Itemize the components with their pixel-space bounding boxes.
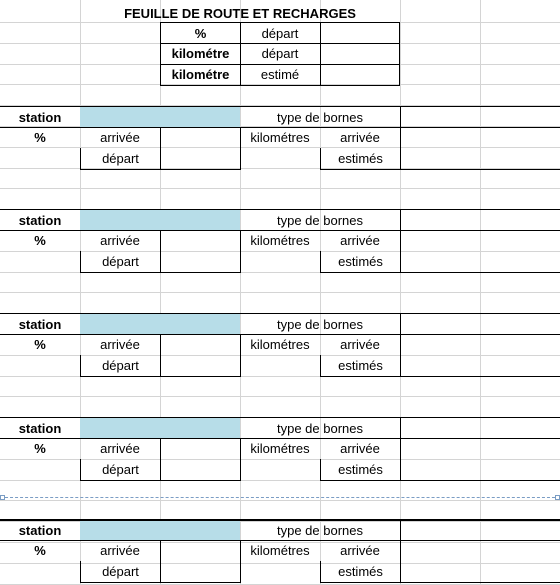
- estimes-km-input[interactable]: [400, 459, 560, 481]
- depart-percent-input[interactable]: [160, 459, 241, 481]
- kilometres-label: kilométres: [250, 130, 310, 145]
- estimes-km-input[interactable]: [400, 561, 560, 583]
- page-break-handle-left[interactable]: [0, 495, 5, 500]
- arrivee-km-input[interactable]: [400, 334, 560, 355]
- depart-label: départ: [80, 148, 160, 170]
- arrivee-percent-input[interactable]: [160, 127, 241, 148]
- estimes-label: estimés: [320, 355, 400, 377]
- type-bornes-input[interactable]: [400, 313, 560, 335]
- kilometres-label: kilométres: [250, 233, 310, 248]
- page-break-handle-right[interactable]: [555, 495, 560, 500]
- header-km-estime-label: kilométre: [160, 64, 241, 86]
- station-label: station: [0, 417, 80, 439]
- station-label: station: [0, 106, 80, 128]
- type-bornes-input[interactable]: [400, 106, 560, 128]
- header-percent-input[interactable]: [320, 22, 400, 44]
- arrivee-percent-input[interactable]: [160, 334, 241, 355]
- header-km-estime-value: estimé: [240, 64, 321, 86]
- header-km-depart-value: départ: [240, 43, 321, 65]
- depart-percent-input[interactable]: [160, 251, 241, 273]
- depart-label: départ: [80, 459, 160, 481]
- station-label: station: [0, 313, 80, 335]
- arrivee-label: arrivée: [100, 233, 140, 248]
- station-block-2: [0, 209, 560, 273]
- header-km-depart-input[interactable]: [320, 43, 400, 65]
- station-block-3: [0, 313, 560, 377]
- estimes-label: estimés: [320, 251, 400, 273]
- estimes-km-input[interactable]: [400, 251, 560, 273]
- station-name-input[interactable]: [80, 313, 240, 335]
- page-break-line: [0, 497, 560, 498]
- station-name-input[interactable]: [80, 106, 240, 128]
- station-label: station: [0, 519, 80, 541]
- arrivee-km-label: arrivée: [340, 543, 380, 558]
- arrivee-km-input[interactable]: [400, 540, 560, 561]
- percent-label: %: [34, 337, 46, 352]
- arrivee-km-label: arrivée: [340, 130, 380, 145]
- arrivee-km-label: arrivée: [340, 233, 380, 248]
- arrivee-label: arrivée: [100, 130, 140, 145]
- station-name-input[interactable]: [80, 417, 240, 439]
- type-bornes-input[interactable]: [400, 209, 560, 231]
- estimes-label: estimés: [320, 148, 400, 170]
- type-bornes-label: type de bornes: [240, 417, 400, 439]
- header-km-depart-label: kilométre: [160, 43, 241, 65]
- station-name-input[interactable]: [80, 209, 240, 231]
- header-percent-label: %: [160, 22, 241, 44]
- percent-label: %: [34, 543, 46, 558]
- type-bornes-label: type de bornes: [240, 209, 400, 231]
- depart-percent-input[interactable]: [160, 561, 241, 583]
- estimes-km-input[interactable]: [400, 355, 560, 377]
- station-block-1: [0, 106, 560, 170]
- station-block-4: [0, 417, 560, 481]
- arrivee-percent-input[interactable]: [160, 438, 241, 459]
- arrivee-km-label: arrivée: [340, 337, 380, 352]
- depart-label: départ: [80, 355, 160, 377]
- station-name-input[interactable]: [80, 519, 240, 541]
- depart-label: départ: [80, 561, 160, 583]
- estimes-km-input[interactable]: [400, 148, 560, 170]
- station-block-5: [0, 519, 560, 583]
- station-label: station: [0, 209, 80, 231]
- depart-percent-input[interactable]: [160, 355, 241, 377]
- type-bornes-label: type de bornes: [240, 519, 400, 541]
- percent-label: %: [34, 233, 46, 248]
- depart-label: départ: [80, 251, 160, 273]
- kilometres-label: kilométres: [250, 441, 310, 456]
- type-bornes-label: type de bornes: [240, 106, 400, 128]
- arrivee-km-input[interactable]: [400, 127, 560, 148]
- arrivee-km-label: arrivée: [340, 441, 380, 456]
- arrivee-km-input[interactable]: [400, 230, 560, 251]
- arrivee-label: arrivée: [100, 337, 140, 352]
- type-bornes-input[interactable]: [400, 519, 560, 541]
- arrivee-percent-input[interactable]: [160, 540, 241, 561]
- header-km-estime-input[interactable]: [320, 64, 400, 86]
- arrivee-label: arrivée: [100, 441, 140, 456]
- arrivee-label: arrivée: [100, 543, 140, 558]
- arrivee-percent-input[interactable]: [160, 230, 241, 251]
- kilometres-label: kilométres: [250, 337, 310, 352]
- type-bornes-input[interactable]: [400, 417, 560, 439]
- estimes-label: estimés: [320, 459, 400, 481]
- arrivee-km-input[interactable]: [400, 438, 560, 459]
- type-bornes-label: type de bornes: [240, 313, 400, 335]
- kilometres-label: kilométres: [250, 543, 310, 558]
- sheet-title: FEUILLE DE ROUTE ET RECHARGES: [124, 5, 356, 21]
- depart-percent-input[interactable]: [160, 148, 241, 170]
- header-percent-value: départ: [240, 22, 321, 44]
- percent-label: %: [34, 441, 46, 456]
- percent-label: %: [34, 130, 46, 145]
- estimes-label: estimés: [320, 561, 400, 583]
